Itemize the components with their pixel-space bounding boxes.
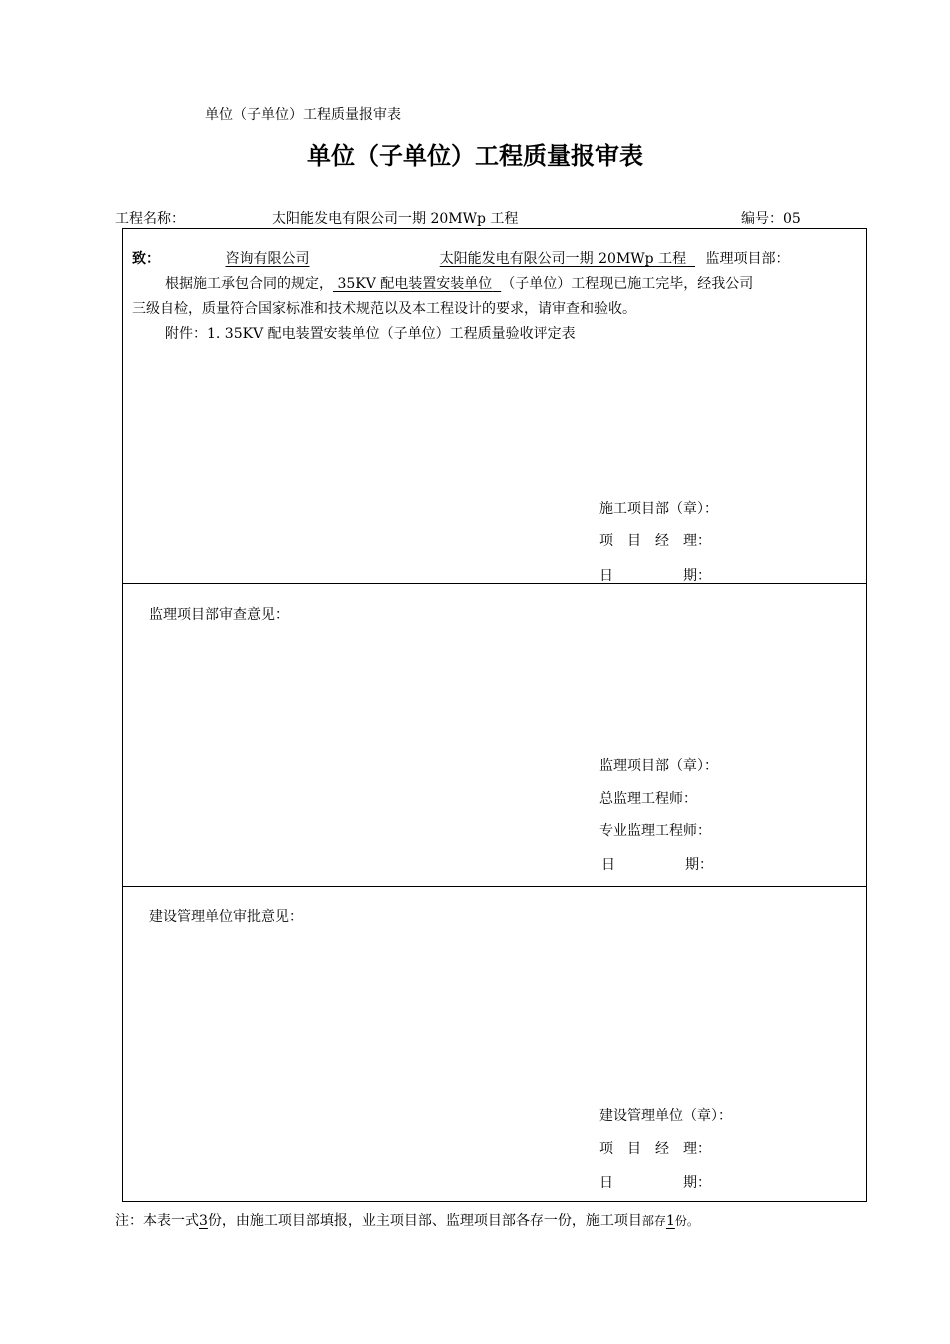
recipient-2-text: 太阳能发电有限公司一期 20MWp 工程 xyxy=(439,251,687,267)
body-line-1-prefix: 根据施工承包合同的规定， xyxy=(165,276,333,292)
unit-name-blank xyxy=(333,276,501,292)
sig-chief-engineer: 总监理工程师： xyxy=(599,791,697,807)
note-middle: 份，由施工项目部填报，业主项目部、监理项目部各存一份，施工项目 xyxy=(207,1213,642,1229)
note-small: 部存 xyxy=(641,1214,666,1228)
copies-total: 3 xyxy=(199,1213,208,1229)
recipient-1-text: 咨询有限公司 xyxy=(225,251,310,267)
note-suffix: 份。 xyxy=(674,1214,699,1228)
sig-date-2: 日 期： xyxy=(601,857,713,873)
recipient-line xyxy=(132,248,789,268)
sig-project-manager: 项 目 经 理： xyxy=(599,533,711,549)
supervision-opinion-title: 监理项目部审查意见： xyxy=(149,607,289,623)
footer-note xyxy=(115,1210,699,1230)
unit-name-text: 35KV 配电装置安装单位 xyxy=(337,276,493,292)
divider-2 xyxy=(123,886,866,887)
approval-opinion-title: 建设管理单位审批意见： xyxy=(149,909,303,925)
project-name: 太阳能发电有限公司一期 20MWp 工程 xyxy=(272,211,519,227)
sig-supervision-dept: 监理项目部（章）： xyxy=(599,758,718,774)
form-table xyxy=(122,228,867,1202)
to-label: 致： xyxy=(132,251,160,267)
sig-construction-dept: 施工项目部（章）： xyxy=(599,501,718,517)
body-line-1 xyxy=(165,273,753,293)
divider-1 xyxy=(123,583,866,584)
form-number: 编号：05 xyxy=(741,211,801,227)
body-line-1-suffix: （子单位）工程现已施工完毕，经我公司 xyxy=(501,276,754,292)
sig-management-unit: 建设管理单位（章）： xyxy=(599,1108,732,1124)
sig-project-manager-3: 项 目 经 理： xyxy=(599,1141,711,1157)
recipient-2 xyxy=(375,248,695,268)
copies-keep: 1 xyxy=(665,1213,675,1229)
page-title: 单位（子单位）工程质量报审表 xyxy=(307,141,643,170)
note-prefix: 注：本表一式 xyxy=(115,1213,199,1229)
body-line-2: 三级自检，质量符合国家标准和技术规范以及本工程设计的要求，请审查和验收。 xyxy=(132,301,636,317)
recipient-1 xyxy=(160,248,375,268)
project-label: 工程名称： xyxy=(115,211,185,227)
attachment-line: 附件：1. 35KV 配电装置安装单位（子单位）工程质量验收评定表 xyxy=(165,326,576,342)
recipient-suffix: 监理项目部： xyxy=(705,251,790,267)
sig-specialist-engineer: 专业监理工程师： xyxy=(599,823,711,839)
sig-date-1: 日 期： xyxy=(599,568,711,584)
small-title: 单位（子单位）工程质量报审表 xyxy=(205,107,401,123)
sig-date-3: 日 期： xyxy=(599,1175,711,1191)
